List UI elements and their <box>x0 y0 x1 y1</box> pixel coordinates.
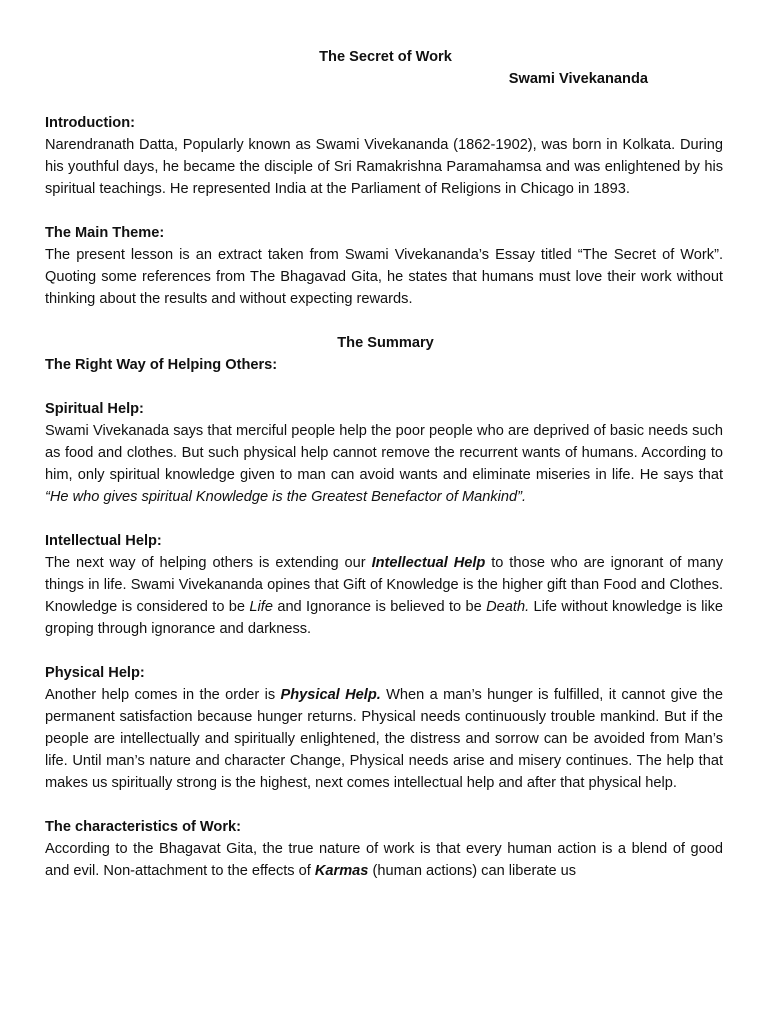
main-theme-heading: The Main Theme: <box>45 225 165 241</box>
main-theme-paragraph: The present lesson is an extract taken from Swami Vivekananda’s Essay titled “The Secret of Work”. Quoting some references from The Bhagavad Gita, he states that humans must love their work without thinking about the results and without expecting rewards. <box>45 247 723 307</box>
document-author: Swami Vivekananda <box>508 71 648 87</box>
spacer <box>45 640 723 662</box>
spiritual-help-quote: “He who gives spiritual Knowledge is the Greatest Benefactor of Mankind”. <box>45 489 527 505</box>
spiritual-help-paragraph <box>45 420 723 508</box>
physical-help-text-2: When a man’s hunger is fulfilled, it cannot give the permanent satisfaction because hunger returns. Physical needs continuously trouble mankind. But if the people are intellectually and spiritually enlightened, the distress and sorrow can be avoided from Man’s life. Until man’s nature and character Change, Physical needs arise and misery continues. The help that makes us spiritually strong is the highest, next comes intellectual help and after that physical help. <box>45 687 723 791</box>
spacer <box>45 90 723 112</box>
intellectual-help-text-2: to those who are ignorant of many things in life. Swami Vivekananda opines that Gift of Knowledge is the higher gift than Food and Clothes. Knowledge is considered to be <box>45 555 723 615</box>
spacer <box>45 310 723 332</box>
physical-help-heading: Physical Help: <box>45 665 145 681</box>
physical-help-paragraph <box>45 684 723 794</box>
right-way-heading: The Right Way of Helping Others: <box>45 357 278 373</box>
characteristics-text-2: (human actions) can liberate us <box>368 863 577 879</box>
spacer <box>45 508 723 530</box>
document-title: The Secret of Work <box>319 49 452 65</box>
intellectual-help-heading: Intellectual Help: <box>45 533 162 549</box>
characteristics-heading: The characteristics of Work: <box>45 819 241 835</box>
intellectual-help-text-4: Life without knowledge is like groping through ignorance and darkness. <box>45 599 723 637</box>
spiritual-help-text: Swami Vivekanada says that merciful people help the poor people who are deprived of basic needs such as food and clothes. But such physical help cannot remove the recurrent wants of humans. According to him, only spiritual knowledge given to man can avoid wants and eliminate miseries in life. He says that <box>45 423 723 483</box>
introduction-heading: Introduction: <box>45 115 135 131</box>
characteristics-text-1: According to the Bhagavat Gita, the true nature of work is that every human action is a blend of good and evil. Non-attachment to the effects of <box>45 841 723 879</box>
intellectual-help-emphasis: Intellectual Help <box>371 555 486 571</box>
physical-help-emphasis: Physical Help. <box>280 687 381 703</box>
spacer <box>45 794 723 816</box>
intellectual-help-text-1: The next way of helping others is extending our <box>45 555 372 571</box>
intellectual-help-text-3: and Ignorance is believed to be <box>272 599 487 615</box>
karmas-emphasis: Karmas <box>314 863 369 879</box>
intellectual-help-paragraph <box>45 552 723 640</box>
physical-help-text-1: Another help comes in the order is <box>45 687 281 703</box>
spacer <box>45 376 723 398</box>
life-emphasis: Life <box>249 599 273 615</box>
spiritual-help-heading: Spiritual Help: <box>45 401 144 417</box>
spacer <box>45 200 723 222</box>
summary-heading: The Summary <box>337 335 434 351</box>
introduction-paragraph: Narendranath Datta, Popularly known as Swami Vivekananda (1862-1902), was born in Kolkata. During his youthful days, he became the disciple of Sri Ramakrishna Paramahamsa and was enlightened by his spiritual teachings. He represented India at the Parliament of Religions in Chicago in 1893. <box>45 137 723 197</box>
death-emphasis: Death. <box>486 599 530 615</box>
characteristics-paragraph <box>45 838 723 882</box>
